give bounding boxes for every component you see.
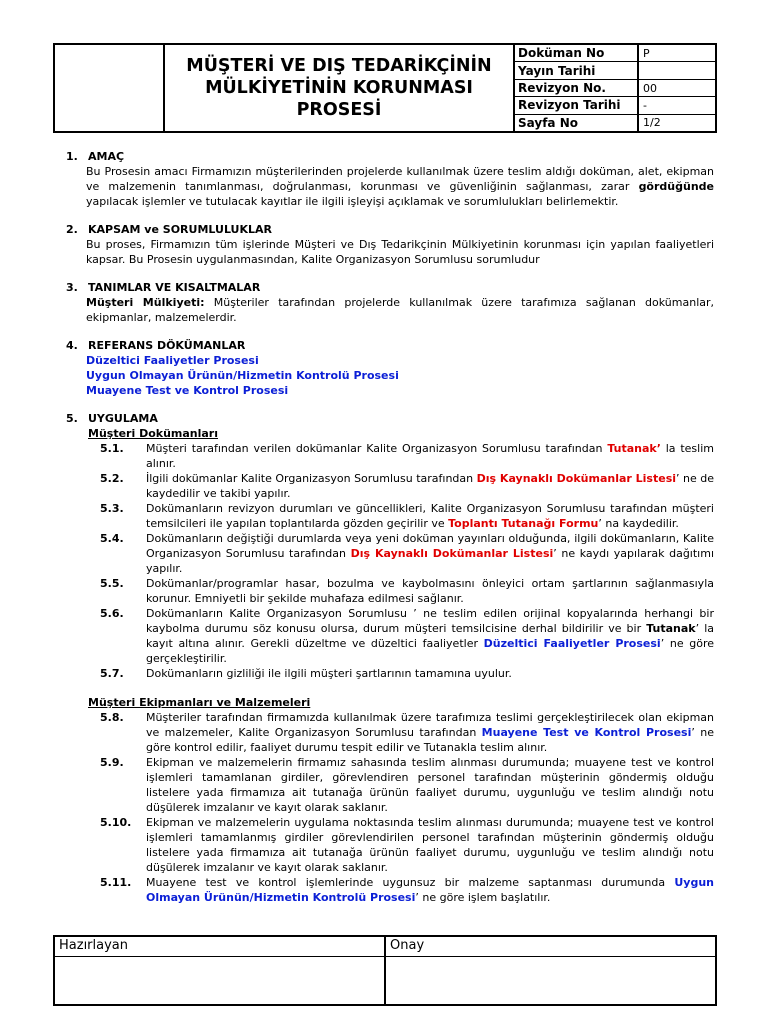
item-number: 5.4.	[100, 532, 124, 545]
item-number: 5.3.	[100, 502, 124, 515]
document-body	[66, 149, 714, 918]
section-number: 2.	[66, 223, 78, 236]
text: ’ ne göre kontrol edilir, faaliyet durumu tespit edilir ve Tutanakla teslim alınır.	[146, 726, 714, 754]
item-number: 5.10.	[100, 816, 132, 829]
list-item	[66, 531, 714, 576]
section-heading: UYGULAMA	[88, 412, 158, 425]
section-title	[66, 411, 714, 426]
text: İlgili dokümanlar Kalite Organizasyon Sorumlusu tarafından	[146, 472, 477, 485]
meta-value: P	[643, 46, 650, 60]
definition: Müşteriler tarafından projelerde kullanılmak üzere tarafımıza sağlanan dokümanlar, ekipmanlar, malzemelerdir.	[86, 296, 715, 324]
list-item	[66, 666, 714, 681]
meta-key: Yayın Tarihi	[515, 62, 639, 78]
list-item	[66, 441, 714, 471]
meta-row	[515, 62, 715, 79]
section-heading: TANIMLAR VE KISALTMALAR	[88, 281, 261, 294]
list-item	[66, 710, 714, 755]
item-text	[146, 441, 714, 471]
text: Dokümanların değiştiği durumlarda veya yeni doküman yayınları olduğunda, ilgili dokümanların, Kalite Organizasyon Sorumlusu tarafından	[146, 532, 714, 560]
logo-cell	[55, 45, 165, 131]
signature-header-row	[55, 937, 715, 957]
text: yapılacak işlemler ve tutulacak kayıtlar ile ilgili işleyişi açıklamak ve sorumlulukları belirlemektir.	[86, 195, 619, 208]
section-purpose	[66, 149, 714, 209]
prepared-by-signature	[55, 957, 384, 1004]
item-text: Dokümanların gizliliği ile ilgili müşteri şartlarının tamamına uyulur.	[146, 667, 512, 680]
title-line-3: PROSESİ	[296, 100, 382, 120]
bold-text: Tutanak	[646, 622, 696, 635]
item-number: 5.11.	[100, 876, 132, 889]
section-number: 5.	[66, 412, 78, 425]
meta-table	[515, 45, 715, 131]
section-title	[66, 149, 714, 164]
meta-row	[515, 80, 715, 97]
list-item	[66, 471, 714, 501]
section-text	[66, 164, 714, 209]
approval-signature	[384, 957, 715, 1004]
list-item	[66, 606, 714, 666]
list-item	[66, 755, 714, 815]
item-number: 5.6.	[100, 607, 124, 620]
section-heading: REFERANS DÖKÜMANLAR	[88, 339, 246, 352]
process-link[interactable]: Uygun Olmayan Ürünün/Hizmetin Kontrolü Prosesi	[146, 876, 714, 904]
item-text: Dokümanlar/programlar hasar, bozulma ve kaybolmasını önleyici ortam şartlarının sağlanmasıyla korunur. Emniyetli bir şekilde muhafaza edilmesi sağlanır.	[146, 577, 714, 605]
term: Müşteri Mülkiyeti:	[86, 296, 205, 309]
meta-key: Sayfa No	[515, 115, 639, 131]
item-text	[146, 606, 714, 666]
section-references	[66, 338, 714, 398]
meta-row	[515, 115, 715, 131]
section-definitions	[66, 280, 714, 325]
text: Muayene test ve kontrol işlemlerinde uygunsuz bir malzeme saptanması durumunda	[146, 876, 675, 889]
meta-key: Revizyon No.	[515, 80, 639, 96]
section-text: Bu proses, Firmamızın tüm işlerinde Müşteri ve Dış Tedarikçinin Mülkiyetinin korunması için yapılan faaliyetleri kapsar. Bu Prosesin uygulanmasından, Kalite Organizasyon Sorumlusu sorumludur	[86, 238, 714, 266]
item-text	[146, 875, 714, 905]
signature-row	[55, 957, 715, 1004]
section-title	[66, 280, 714, 295]
text: Dokümanların Kalite Organizasyon Sorumlusu ’ ne teslim edilen orijinal kopyalarında herhangi bir kaybolma durumu söz konusu olursa, durum müşteri temsilcisine derhal bildirilir ve bir	[146, 607, 714, 635]
text: ’ ne göre işlem başlatılır.	[415, 891, 551, 904]
reference-link[interactable]: Düzeltici Faaliyetler Prosesi	[86, 354, 259, 367]
item-number: 5.1.	[100, 442, 124, 455]
meta-key: Doküman No	[515, 45, 639, 61]
item-number: 5.5.	[100, 577, 124, 590]
section-number: 1.	[66, 150, 78, 163]
text: ’ la kayıt altına alınır. Gerekli düzeltme ve düzeltici faaliyetler	[146, 622, 714, 650]
document-title	[165, 45, 515, 131]
approval-label: Onay	[384, 937, 715, 956]
meta-row	[515, 45, 715, 62]
section-number: 4.	[66, 339, 78, 352]
signature-table	[53, 935, 717, 1006]
list-item	[66, 501, 714, 531]
item-text	[146, 471, 714, 501]
section-text	[66, 295, 714, 325]
meta-value	[639, 62, 715, 78]
meta-value: 1/2	[643, 116, 661, 130]
document-header	[53, 43, 717, 133]
item-number: 5.2.	[100, 472, 124, 485]
list-item	[66, 576, 714, 606]
item-text: Ekipman ve malzemelerin firmamız sahasında teslim alınması durumunda; muayene test ve kontrol işlemleri tamamlanan girdiler, görevlendiren personel tarafından müşterinin göndermiş olduğu listelere yada firmamıza ait tutanağa ürünün faaliyet durumu, uygunluğu ve teslim alındığı notu düşülerek imzalanır ve kayıt olarak saklanır.	[146, 756, 714, 814]
reference-link[interactable]: Muayene Test ve Kontrol Prosesi	[86, 384, 289, 397]
section-heading: KAPSAM ve SORUMLULUKLAR	[88, 223, 273, 236]
text: ’ na kaydedilir.	[598, 517, 679, 530]
text: Müşteri tarafından verilen dokümanlar Kalite Organizasyon Sorumlusu tarafından	[146, 442, 608, 455]
prepared-by-label: Hazırlayan	[59, 938, 128, 953]
text: ’ ne kaydı yapılarak dağıtımı yapılır.	[146, 547, 715, 575]
text: ’ ne de kaydedilir ve takibi yapılır.	[146, 472, 715, 500]
text: Dokümanların revizyon durumları ve güncellikleri, Kalite Organizasyon Sorumlusu tarafından müşteri temsilcileri ile yapılan toplantılarda gözden geçirilir ve	[146, 502, 714, 530]
item-text	[146, 710, 714, 755]
text: ’ ne göre gerçekleştirilir.	[146, 637, 714, 665]
meta-key: Revizyon Tarihi	[515, 97, 639, 113]
item-number: 5.7.	[100, 667, 124, 680]
title-line-1: MÜŞTERİ VE DIŞ TEDARİKÇİNİN	[186, 56, 492, 76]
section-application	[66, 411, 714, 905]
section-number: 3.	[66, 281, 78, 294]
meta-value: 00	[643, 81, 657, 95]
bold-text: gördüğünde	[638, 180, 714, 193]
text: la teslim alınır.	[146, 442, 714, 470]
form-link[interactable]: Tutanak’	[607, 442, 661, 455]
process-link[interactable]: Muayene Test ve Kontrol Prosesi	[481, 726, 692, 739]
section-title	[66, 222, 714, 237]
section-scope	[66, 222, 714, 267]
meta-value: -	[643, 98, 647, 112]
subsection-heading: Müşteri Ekipmanları ve Malzemeleri	[88, 696, 311, 709]
form-link[interactable]: Dış Kaynaklı Dokümanlar Listesi	[476, 472, 677, 485]
item-number: 5.9.	[100, 756, 124, 769]
item-number: 5.8.	[100, 711, 124, 724]
subsection-heading: Müşteri Dokümanları	[88, 427, 219, 440]
text: Müşteriler tarafından firmamızda kullanılmak üzere tarafımıza teslimi gerçekleştirilecek olan ekipman ve malzemeler, Kalite Organizasyon Sorumlusu tarafından	[146, 711, 714, 739]
reference-link[interactable]: Uygun Olmayan Ürünün/Hizmetin Kontrolü Prosesi	[86, 369, 399, 382]
form-link[interactable]: Toplantı Tutanağı Formu	[448, 517, 599, 530]
form-link[interactable]: Dış Kaynaklı Dokümanlar Listesi	[350, 547, 554, 560]
list-item	[66, 815, 714, 875]
title-line-2: MÜLKİYETİNİN KORUNMASI	[205, 78, 473, 98]
item-text	[146, 501, 714, 531]
list-item	[66, 875, 714, 905]
text: Bu Prosesin amacı Firmamızın müşterilerinden projelerde kullanılmak üzere teslim aldığı doküman, alet, ekipman ve malzemenin tanımlanması, doğrulanması, korunması ve güvenliğinin sağlanması, zarar	[86, 165, 714, 193]
section-title	[66, 338, 714, 353]
process-link[interactable]: Düzeltici Faaliyetler Prosesi	[483, 637, 661, 650]
item-text: Ekipman ve malzemelerin uygulama noktasında teslim alınması durumunda; muayene test ve kontrol işlemleri tamamlanmış girdiler görevlendirilen personel tarafından müşterinin göndermiş olduğu listelere yada firmamıza ait tutanağa ürünün faaliyet durumu, uygunluğu ve teslim alındığı notu düşülerek imzalanır ve kayıt olarak saklanır.	[146, 816, 714, 874]
meta-row	[515, 97, 715, 114]
section-heading: AMAÇ	[88, 150, 125, 163]
item-text	[146, 531, 714, 576]
